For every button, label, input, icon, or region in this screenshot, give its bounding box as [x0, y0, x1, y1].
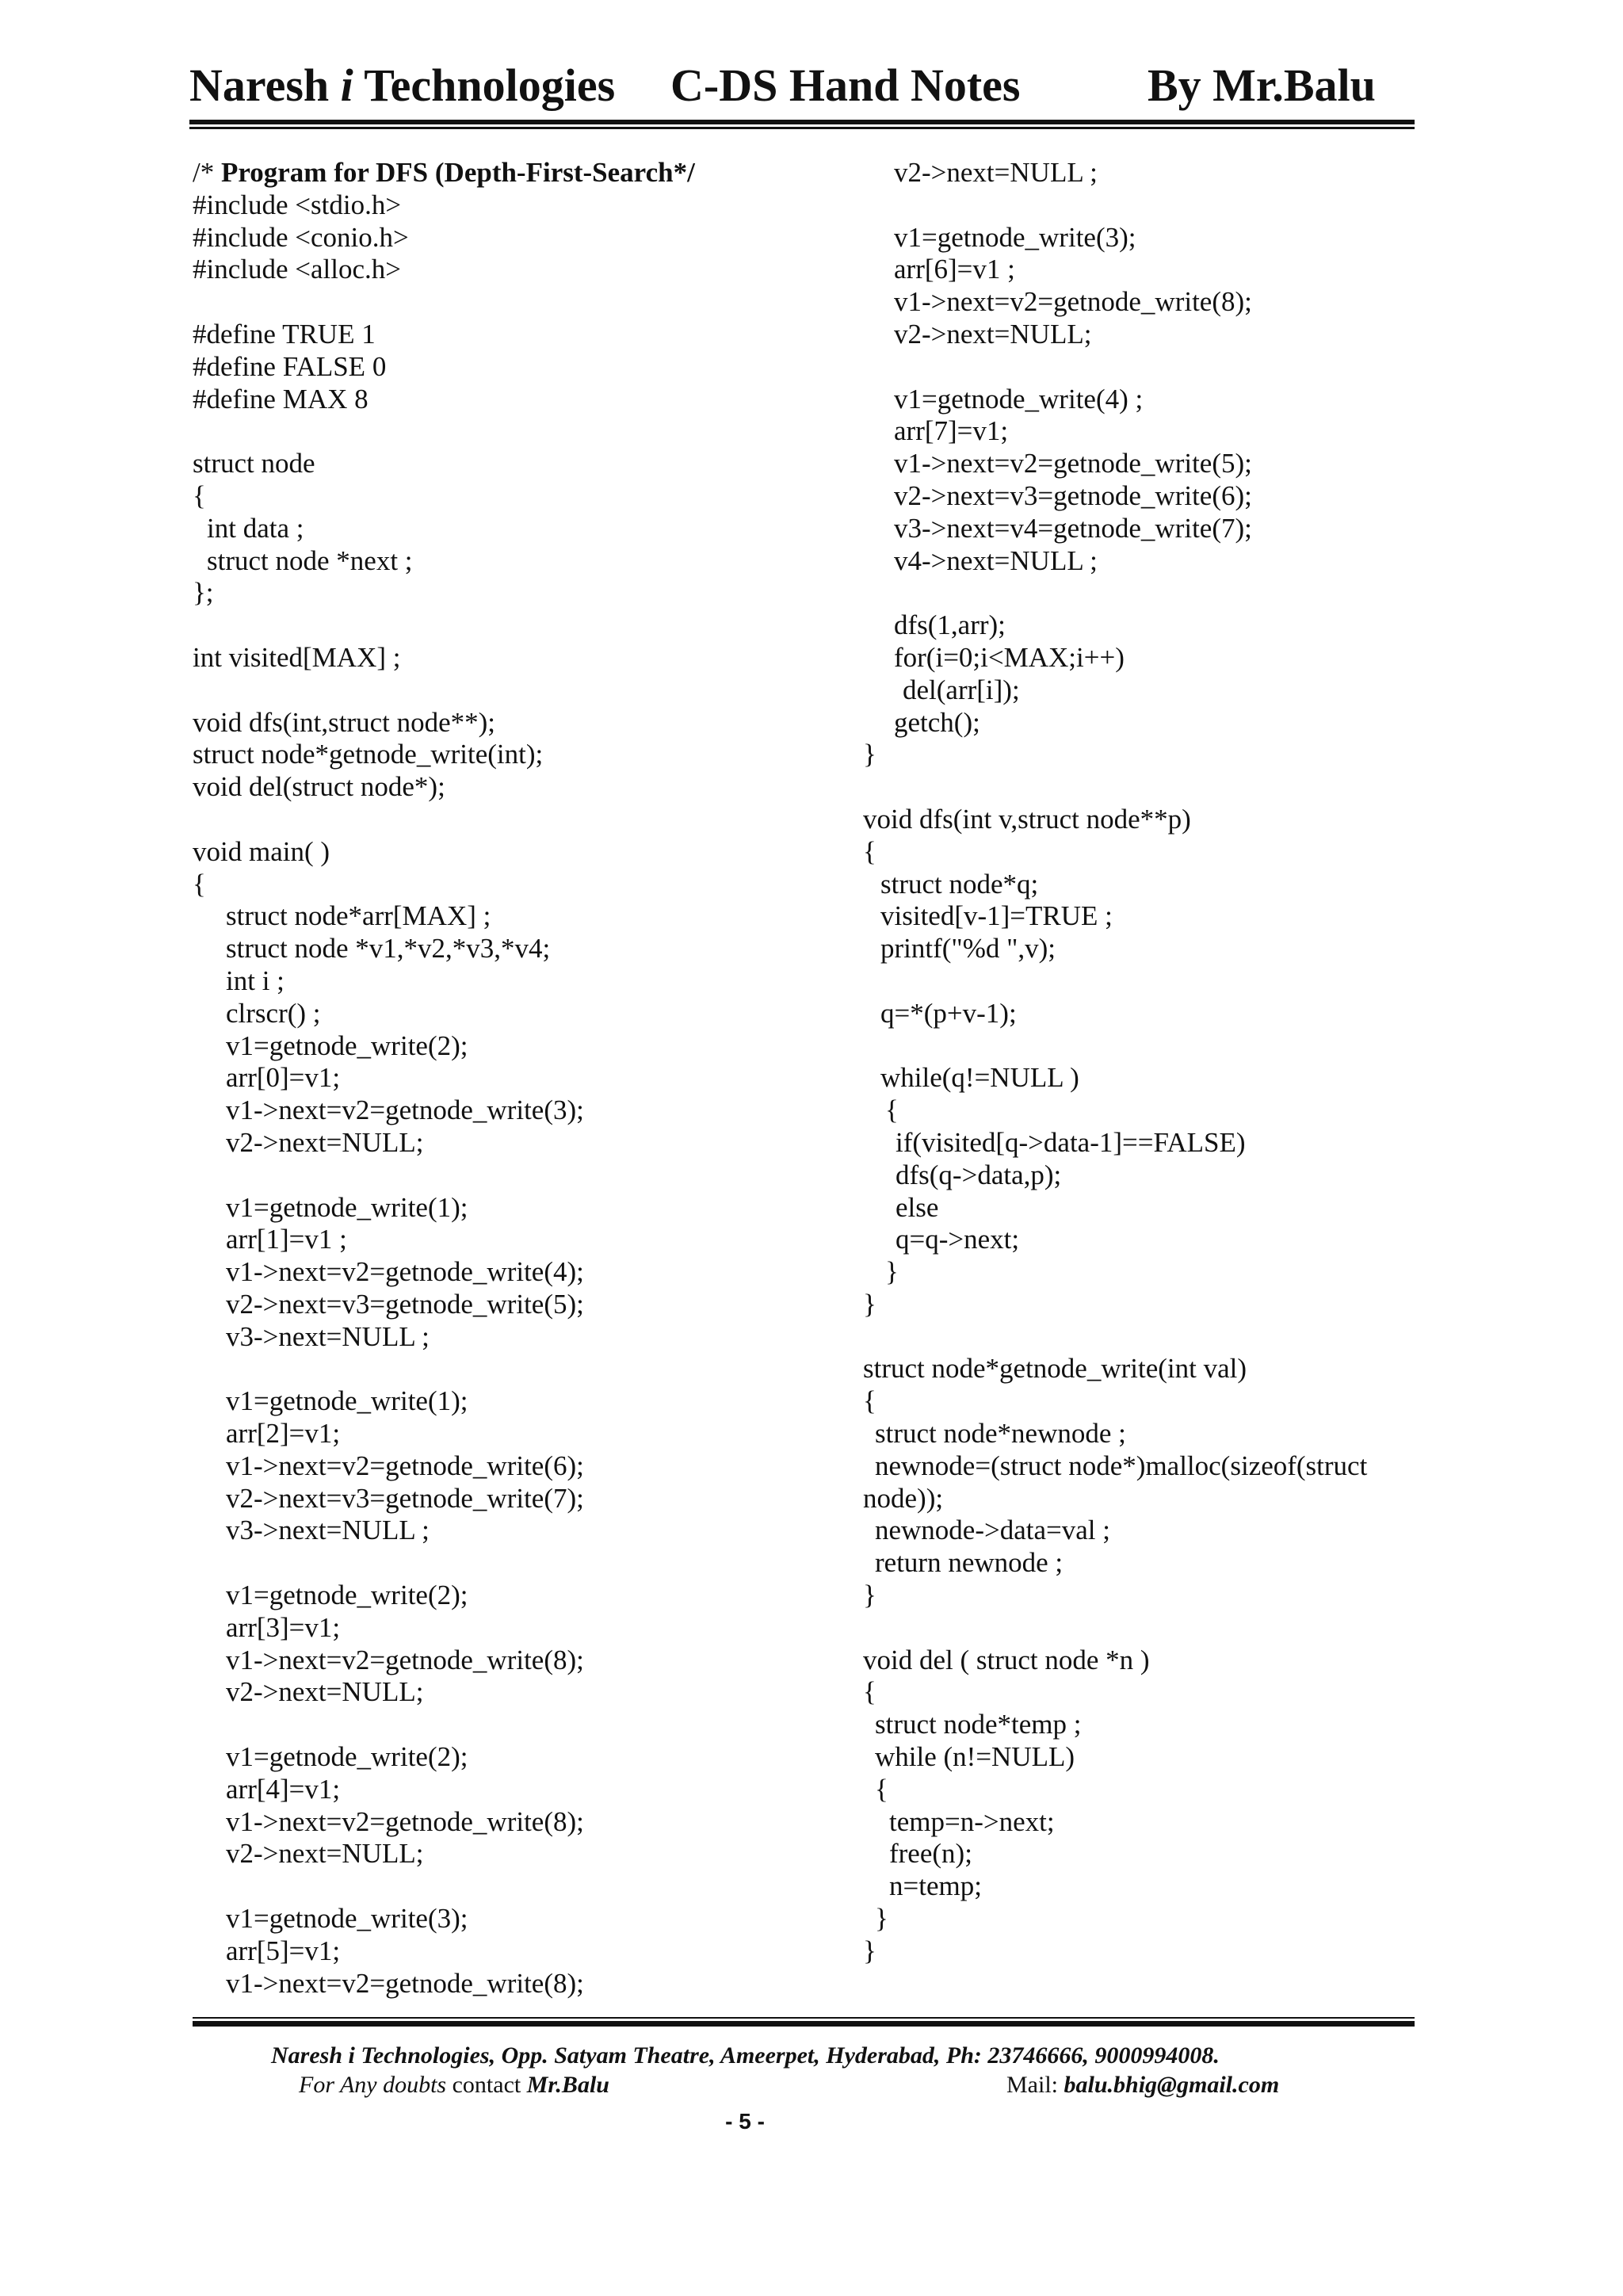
code-line: visited[v-1]=TRUE ; — [880, 900, 1113, 932]
code-line: struct node*q; — [880, 868, 1039, 900]
code-line: v1=getnode_write(3); — [226, 1903, 468, 1935]
contact-prefix: For Any doubts — [299, 2072, 447, 2098]
blank-line — [193, 674, 842, 707]
code-line: { — [193, 868, 206, 900]
code-line: #define MAX 8 — [193, 383, 369, 415]
code-line: v1->next=v2=getnode_write(3); — [226, 1095, 584, 1126]
code-line: v3->next=NULL ; — [226, 1515, 430, 1546]
code-line: v2->next=NULL; — [226, 1126, 424, 1158]
footer-mail — [1006, 2073, 1279, 2097]
code-line: v2->next=NULL; — [226, 1838, 424, 1870]
code-line: struct node*arr[MAX] ; — [226, 900, 491, 932]
code-line: return newnode ; — [875, 1547, 1064, 1579]
code-line: v3->next=v4=getnode_write(7); — [894, 512, 1252, 544]
code-line: arr[5]=v1; — [226, 1935, 341, 1966]
code-line: v1=getnode_write(2); — [226, 1741, 468, 1773]
code-line: clrscr() ; — [226, 997, 321, 1029]
code-line: void dfs(int v,struct node**p) — [863, 803, 1191, 835]
code-line: for(i=0;i<MAX;i++) — [894, 641, 1125, 673]
mail-label: Mail: — [1006, 2072, 1064, 2098]
footer-rule — [193, 2017, 1415, 2027]
code-line: v2->next=NULL; — [226, 1676, 424, 1708]
code-line: q=*(p+v-1); — [880, 997, 1017, 1029]
page-number: - 5 - — [725, 2109, 765, 2134]
code-line: arr[3]=v1; — [226, 1611, 341, 1643]
code-line: newnode->data=val ; — [875, 1515, 1111, 1546]
code-line: struct node — [193, 448, 315, 479]
code-line: { — [193, 479, 206, 511]
code-line: while (n!=NULL) — [875, 1741, 1075, 1773]
code-column-right — [863, 157, 1576, 1968]
code-line: v1->next=v2=getnode_write(6); — [226, 1450, 584, 1481]
code-line: v4->next=NULL ; — [894, 544, 1098, 576]
code-line: struct node *v1,*v2,*v3,*v4; — [226, 933, 551, 965]
blank-line — [193, 1353, 842, 1385]
code-line: { — [863, 835, 876, 867]
code-line: while(q!=NULL ) — [880, 1062, 1079, 1094]
code-line: else — [896, 1191, 939, 1223]
code-line: arr[7]=v1; — [894, 415, 1009, 447]
code-line: v2->next=v3=getnode_write(6); — [894, 479, 1252, 511]
code-line: { — [863, 1676, 876, 1708]
brand-prefix: Naresh — [189, 59, 341, 111]
blank-line — [193, 1159, 842, 1192]
code-line: int visited[MAX] ; — [193, 641, 401, 673]
header-rule — [189, 120, 1415, 129]
code-line: #define TRUE 1 — [193, 318, 376, 350]
code-line: int i ; — [226, 965, 285, 996]
code-line: } — [863, 1935, 876, 1966]
blank-line — [863, 771, 1576, 804]
code-line: void del(struct node*); — [193, 771, 445, 803]
code-line: if(visited[q->data-1]==FALSE) — [896, 1126, 1246, 1158]
code-line: } — [863, 739, 876, 770]
code-line: v1=getnode_write(3); — [894, 221, 1136, 253]
code-line: v1->next=v2=getnode_write(4); — [226, 1256, 584, 1288]
code-line: } — [875, 1903, 888, 1935]
code-line: #include <stdio.h> — [193, 189, 402, 220]
code-line: v1=getnode_write(1); — [226, 1385, 468, 1417]
code-line: v2->next=v3=getnode_write(5); — [226, 1288, 584, 1320]
code-line: newnode=(struct node*)malloc(sizeof(struct — [875, 1450, 1368, 1481]
code-line: v2->next=v3=getnode_write(7); — [226, 1482, 584, 1514]
mail-address: balu.bhig@gmail.com — [1064, 2072, 1280, 2098]
blank-line — [863, 1321, 1576, 1354]
code-line: { — [885, 1095, 899, 1126]
blank-line — [863, 1030, 1576, 1063]
code-line: void del ( struct node *n ) — [863, 1644, 1150, 1675]
code-line: v1->next=v2=getnode_write(8); — [226, 1644, 584, 1675]
brand-italic-i: i — [340, 59, 353, 111]
blank-line — [193, 1709, 842, 1741]
code-line: v1->next=v2=getnode_write(8); — [226, 1967, 584, 1999]
code-line: dfs(1,arr); — [894, 609, 1006, 641]
header-brand — [189, 59, 616, 111]
code-line: }; — [193, 577, 214, 609]
brand-suffix: Technologies — [353, 59, 616, 111]
contact-name: Mr.Balu — [526, 2072, 609, 2098]
blank-line — [863, 351, 1576, 384]
blank-line — [193, 609, 842, 642]
code-column-left — [193, 157, 842, 2000]
code-line: #include <alloc.h> — [193, 254, 402, 285]
code-line: struct node*temp ; — [875, 1709, 1082, 1740]
blank-line — [193, 1870, 842, 1903]
code-line: n=temp; — [889, 1870, 982, 1902]
code-line: del(arr[i]); — [903, 674, 1020, 705]
code-line: arr[2]=v1; — [226, 1418, 341, 1450]
code-line: #define FALSE 0 — [193, 350, 387, 382]
code-line: #include <conio.h> — [193, 221, 409, 253]
footer-address: Naresh i Technologies, Opp. Satyam Theatre, Ameerpet, Hyderabad, Ph: 23746666, 9000994008. — [271, 2042, 1220, 2069]
code-line: v1=getnode_write(2); — [226, 1030, 468, 1061]
code-line: v1->next=v2=getnode_write(5); — [894, 448, 1252, 479]
code-line: void main( ) — [193, 835, 330, 867]
code-line: { — [863, 1385, 876, 1417]
code-line: struct node*newnode ; — [875, 1418, 1126, 1450]
code-line: v1->next=v2=getnode_write(8); — [894, 286, 1252, 318]
code-line: arr[1]=v1 ; — [226, 1224, 347, 1255]
code-line: v1=getnode_write(4) ; — [894, 383, 1144, 415]
code-line: { — [875, 1773, 888, 1805]
blank-line — [863, 1612, 1576, 1645]
code-line: int data ; — [207, 512, 304, 544]
code-line: } — [863, 1288, 876, 1320]
blank-line — [193, 415, 842, 448]
comment-open: /* — [193, 157, 221, 188]
blank-line — [863, 965, 1576, 998]
code-line: v2->next=NULL ; — [894, 157, 1098, 188]
comment-line — [193, 157, 842, 189]
program-title: Program for DFS (Depth-First-Search*/ — [220, 157, 695, 188]
code-line: arr[6]=v1 ; — [894, 254, 1015, 285]
header-author: By Mr.Balu — [1148, 59, 1376, 111]
code-line: arr[0]=v1; — [226, 1062, 341, 1094]
code-line: dfs(q->data,p); — [896, 1159, 1062, 1190]
blank-line — [863, 189, 1576, 222]
code-line: getch(); — [894, 706, 980, 738]
code-line: } — [885, 1256, 899, 1288]
code-line: arr[4]=v1; — [226, 1773, 341, 1805]
code-line: q=q->next; — [896, 1224, 1020, 1255]
blank-line — [863, 577, 1576, 609]
contact-word: contact — [446, 2072, 527, 2098]
code-line: struct node *next ; — [207, 544, 413, 576]
code-line: struct node*getnode_write(int); — [193, 739, 544, 770]
blank-line — [193, 1547, 842, 1580]
code-line: v1=getnode_write(1); — [226, 1191, 468, 1223]
header-title: C-DS Hand Notes — [670, 59, 1021, 111]
code-line: node)); — [863, 1482, 944, 1514]
blank-line — [193, 804, 842, 836]
footer-contact — [299, 2073, 609, 2097]
code-line: v2->next=NULL; — [894, 318, 1092, 350]
code-line: v1=getnode_write(2); — [226, 1580, 468, 1611]
blank-line — [193, 286, 842, 319]
code-line: struct node*getnode_write(int val) — [863, 1353, 1247, 1385]
code-line: } — [863, 1580, 876, 1611]
code-line: void dfs(int,struct node**); — [193, 706, 496, 738]
code-line: v1->next=v2=getnode_write(8); — [226, 1805, 584, 1837]
code-line: free(n); — [889, 1838, 972, 1870]
code-line: v3->next=NULL ; — [226, 1320, 430, 1352]
code-line: printf("%d ",v); — [880, 933, 1056, 965]
code-line: temp=n->next; — [889, 1805, 1055, 1837]
